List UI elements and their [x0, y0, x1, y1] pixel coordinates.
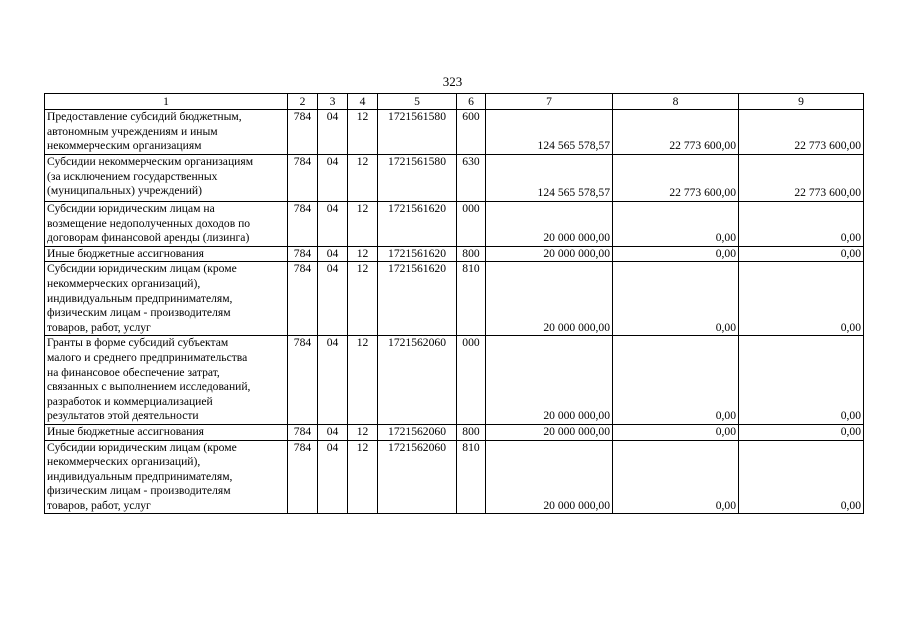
subsection-code-cell: 12: [348, 336, 378, 425]
section-code-cell: 04: [318, 440, 348, 514]
ministry-code-cell: 784: [288, 424, 318, 440]
target-article-cell: 1721561580: [378, 155, 457, 202]
description-line: индивидуальным предпринимателям,: [47, 469, 233, 483]
section-code-cell: 04: [318, 424, 348, 440]
amount-col9-cell: 0,00: [739, 246, 864, 262]
amount-col9-cell: 22 773 600,00: [739, 155, 864, 202]
expense-type-cell: 800: [457, 246, 486, 262]
column-header-3: 3: [318, 94, 348, 110]
description-line: Субсидии некоммерческим организациям: [47, 155, 254, 168]
subsection-code-cell: 12: [348, 440, 378, 514]
amount-col9-cell: 0,00: [739, 440, 864, 514]
description-line: (за исключением государственных: [47, 169, 218, 183]
section-code-cell: 04: [318, 155, 348, 202]
description-line: Иные бюджетные ассигнования: [47, 246, 204, 260]
target-article-cell: 1721561580: [378, 110, 457, 155]
description-line: физическим лицам - производителям: [47, 306, 231, 320]
amount-col7-cell: 124 565 578,57: [486, 155, 613, 202]
description-line: на финансовое обеспечение затрат,: [47, 365, 220, 379]
row-description: [45, 246, 288, 262]
column-header-2: 2: [288, 94, 318, 110]
row-description: [45, 110, 288, 155]
row-description: [45, 424, 288, 440]
amount-col8-cell: 0,00: [613, 336, 739, 425]
column-header-9: 9: [739, 94, 864, 110]
ministry-code-cell: 784: [288, 202, 318, 247]
amount-col9-cell: 0,00: [739, 262, 864, 336]
row-description: [45, 262, 288, 336]
description-line: некоммерческих организаций),: [47, 455, 201, 469]
expense-type-cell: 000: [457, 202, 486, 247]
target-article-cell: 1721561620: [378, 246, 457, 262]
amount-col8-cell: 22 773 600,00: [613, 110, 739, 155]
target-article-cell: 1721562060: [378, 336, 457, 425]
table-row: [45, 440, 864, 514]
table-body: [45, 110, 864, 514]
description-line: индивидуальным предпринимателям,: [47, 291, 233, 305]
column-header-1: 1: [45, 94, 288, 110]
subsection-code-cell: 12: [348, 155, 378, 202]
description-line: автономным учреждениям и иным: [47, 124, 218, 138]
ministry-code-cell: 784: [288, 246, 318, 262]
subsection-code-cell: 12: [348, 202, 378, 247]
amount-col8-cell: 0,00: [613, 440, 739, 514]
column-header-5: 5: [378, 94, 457, 110]
amount-col7-cell: 20 000 000,00: [486, 246, 613, 262]
expense-type-cell: 000: [457, 336, 486, 425]
description-line: связанных с выполнением исследований,: [47, 380, 251, 394]
section-code-cell: 04: [318, 246, 348, 262]
ministry-code-cell: 784: [288, 440, 318, 514]
amount-col8-cell: 0,00: [613, 262, 739, 336]
target-article-cell: 1721561620: [378, 202, 457, 247]
amount-col8-cell: 22 773 600,00: [613, 155, 739, 202]
description-line: разработок и коммерциализацией: [47, 394, 213, 408]
subsection-code-cell: 12: [348, 246, 378, 262]
description-line: (муниципальных) учреждений): [47, 184, 202, 198]
description-line: Гранты в форме субсидий субъектам: [47, 336, 229, 350]
description-line: некоммерческим организациям: [47, 139, 202, 153]
description-line: Субсидии юридическим лицам (кроме: [47, 262, 237, 276]
row-description: [45, 155, 288, 202]
description-line: Предоставление субсидий бюджетным,: [47, 110, 242, 123]
expense-type-cell: 810: [457, 262, 486, 336]
amount-col9-cell: 0,00: [739, 424, 864, 440]
header-row: [45, 94, 864, 110]
section-code-cell: 04: [318, 262, 348, 336]
column-header-4: 4: [348, 94, 378, 110]
column-header-8: 8: [613, 94, 739, 110]
amount-col8-cell: 0,00: [613, 246, 739, 262]
subsection-code-cell: 12: [348, 424, 378, 440]
amount-col7-cell: 20 000 000,00: [486, 262, 613, 336]
description-line: физическим лицам - производителям: [47, 484, 231, 498]
amount-col9-cell: 0,00: [739, 336, 864, 425]
row-description: [45, 440, 288, 514]
section-code-cell: 04: [318, 202, 348, 247]
target-article-cell: 1721562060: [378, 424, 457, 440]
table-row: [45, 202, 864, 247]
column-header-6: 6: [457, 94, 486, 110]
amount-col7-cell: 20 000 000,00: [486, 440, 613, 514]
expense-type-cell: 630: [457, 155, 486, 202]
description-line: договорам финансовой аренды (лизинга): [47, 231, 250, 245]
page-number: 323: [442, 74, 463, 89]
table-row: [45, 424, 864, 440]
expense-type-cell: 810: [457, 440, 486, 514]
budget-table: [44, 93, 864, 514]
table-row: [45, 110, 864, 155]
row-description: [45, 336, 288, 425]
table-row: [45, 155, 864, 202]
amount-col7-cell: 124 565 578,57: [486, 110, 613, 155]
description-line: возмещение недополученных доходов по: [47, 216, 251, 230]
row-description: [45, 202, 288, 247]
ministry-code-cell: 784: [288, 110, 318, 155]
target-article-cell: 1721561620: [378, 262, 457, 336]
section-code-cell: 04: [318, 110, 348, 155]
expense-type-cell: 800: [457, 424, 486, 440]
table-row: [45, 336, 864, 425]
description-line: Иные бюджетные ассигнования: [47, 424, 204, 438]
section-code-cell: 04: [318, 336, 348, 425]
table-row: [45, 262, 864, 336]
subsection-code-cell: 12: [348, 110, 378, 155]
description-line: товаров, работ, услуг: [47, 320, 151, 334]
description-line: малого и среднего предпринимательства: [47, 350, 248, 364]
description-line: результатов этой деятельности: [47, 409, 199, 423]
expense-type-cell: 600: [457, 110, 486, 155]
amount-col8-cell: 0,00: [613, 202, 739, 247]
ministry-code-cell: 784: [288, 336, 318, 425]
description-line: некоммерческих организаций),: [47, 276, 201, 290]
amount-col8-cell: 0,00: [613, 424, 739, 440]
amount-col7-cell: 20 000 000,00: [486, 424, 613, 440]
subsection-code-cell: 12: [348, 262, 378, 336]
ministry-code-cell: 784: [288, 262, 318, 336]
amount-col9-cell: 22 773 600,00: [739, 110, 864, 155]
description-line: товаров, работ, услуг: [47, 498, 151, 512]
amount-col9-cell: 0,00: [739, 202, 864, 247]
ministry-code-cell: 784: [288, 155, 318, 202]
description-line: Субсидии юридическим лицам (кроме: [47, 440, 237, 454]
description-line: Субсидии юридическим лицам на: [47, 202, 215, 215]
column-header-7: 7: [486, 94, 613, 110]
table-row: [45, 246, 864, 262]
amount-col7-cell: 20 000 000,00: [486, 336, 613, 425]
target-article-cell: 1721562060: [378, 440, 457, 514]
amount-col7-cell: 20 000 000,00: [486, 202, 613, 247]
